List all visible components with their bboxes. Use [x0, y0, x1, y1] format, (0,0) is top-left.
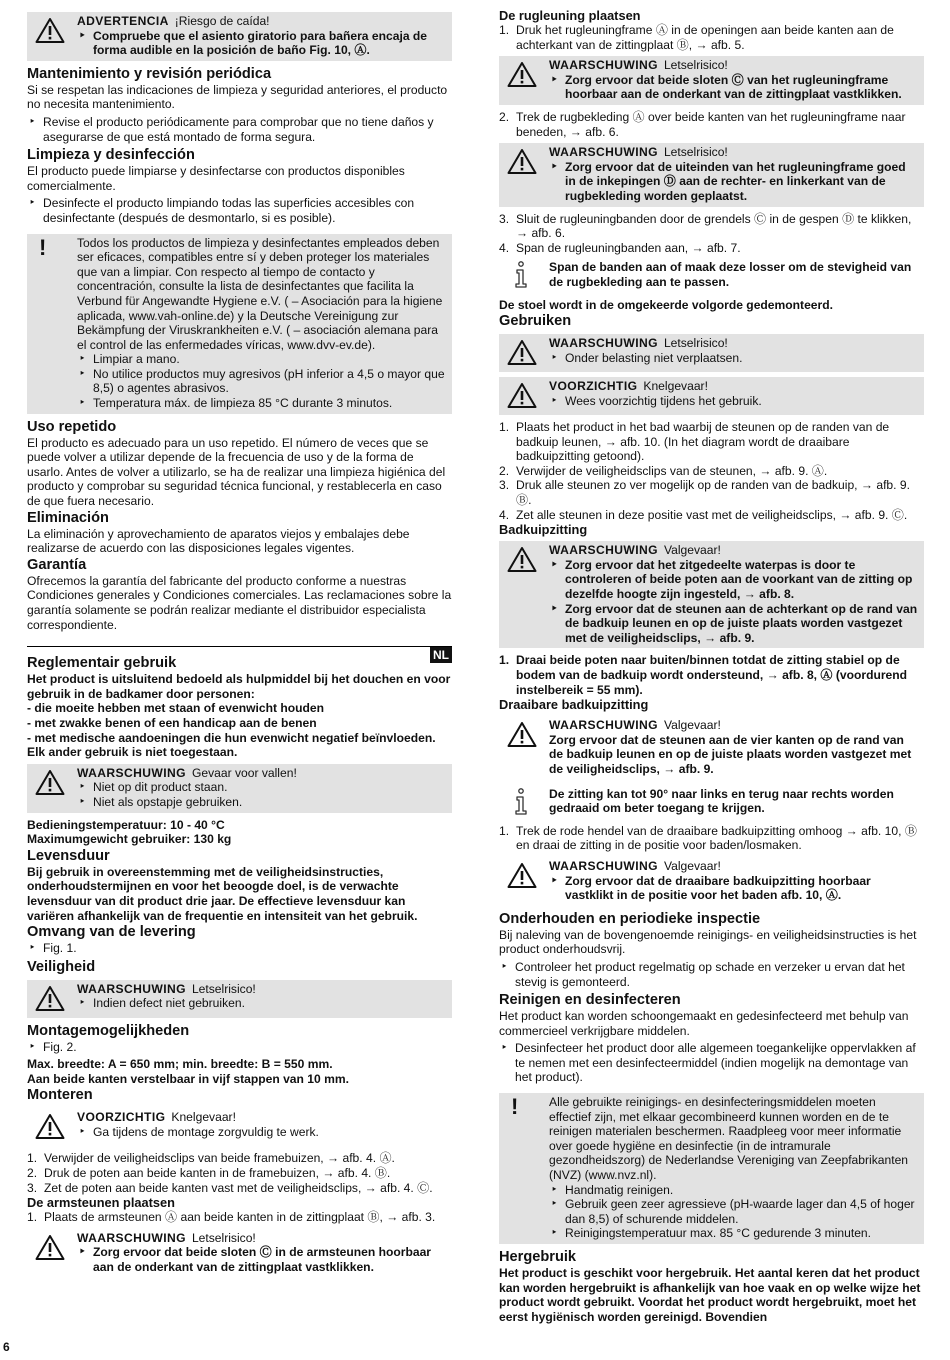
- warning-box-backrest-locks: [499, 56, 924, 105]
- info-icon: [511, 260, 531, 290]
- section-heading: Limpieza y desinfección: [27, 147, 195, 164]
- numbered-step: 1. Trek de rode hendel van de draaibare badkuipzitting omhoog → afb. 10, Ⓑ en draai de zitting in de positie voor baden/losmaken.: [499, 823, 917, 853]
- right-column: [499, 8, 924, 1324]
- bullet-item: ‣ Desinfecteer het product door alle algemeen toegankelijke oppervlakken af te nemen met een desinfecteermiddel (indien mogelijk na demontage van het product).: [499, 1041, 924, 1085]
- bullet-item: ‣ Fig. 2.: [27, 1040, 452, 1055]
- subsection-heading: De armsteunen plaatsen: [27, 1195, 175, 1211]
- paragraph: Bij gebruik in overeenstemming met de veiligheidsinstructies, onderhoudstermijnen en voor het beoogde doel, is de verwachte levensduur van dit product drie jaar. De effectieve levensduur kan variëren afhankelijk van de frequentie en intensiteit van het gebruik.: [27, 864, 418, 923]
- warning-box-fall-nl: [27, 764, 452, 813]
- paragraph: Het product is uitsluitend bedoeld als hulpmiddel bij het douchen en voor gebruik in de badkamer door personen:: [27, 672, 451, 701]
- numbered-step: 3. Druk alle steunen zo ver mogelijk op de randen van de badkuip, → afb. 9. Ⓑ.: [499, 478, 910, 508]
- section-heading: Uso repetido: [27, 418, 117, 435]
- section-heading: Montagemogelijkheden: [27, 1022, 190, 1039]
- numbered-step: 3. Zet de poten aan beide kanten vast met de veiligheidsclips, → afb. 4. Ⓒ.: [27, 1180, 433, 1195]
- section-heading: Veiligheid: [27, 958, 96, 975]
- note-item: ‣ Gebruik geen zeer agressieve (pH-waarde lager dan 4,5 of hoger dan 8,5) of schurende middelen.: [549, 1197, 918, 1226]
- note-item: ‣ Reinigingstemperatuur max. 85 °C gedurende 3 minuten.: [549, 1226, 918, 1241]
- note-box-es: [27, 234, 452, 414]
- list-line: Elk ander gebruik is niet toegestaan.: [27, 745, 238, 760]
- warning-subtitle: Valgevaar!: [663, 543, 721, 558]
- warning-triangle-icon: [507, 61, 537, 88]
- warning-title: WAARSCHUWING: [77, 765, 186, 780]
- warning-subtitle: Gevaar voor vallen!: [191, 765, 297, 780]
- numbered-step: 3. Sluit de rugleuningbanden door de grendels Ⓒ in de gespen Ⓓ te klikken, → afb. 6.: [499, 211, 912, 241]
- warning-title: WAARSCHUWING: [549, 718, 658, 733]
- warning-box-armrest: [27, 1229, 452, 1278]
- caution-subtitle: Knelgevaar!: [643, 379, 708, 394]
- warning-triangle-icon: [507, 546, 537, 573]
- warning-subtitle: Letselrisico!: [663, 58, 728, 73]
- warning-item: ‣ Onder belasting niet verplaatsen.: [549, 351, 918, 366]
- numbered-step: 1. Plaats de armsteunen Ⓐ aan beide kanten in de zittingplaat Ⓑ, → afb. 3.: [27, 1210, 436, 1225]
- warning-subtitle: Valgevaar!: [663, 858, 721, 873]
- warning-triangle-icon: [35, 1113, 65, 1140]
- temperature-line: Bedieningstemperatuur: 10 - 40 °C: [27, 817, 225, 832]
- exclamation-icon: !: [39, 234, 47, 260]
- subsection-heading: Draaibare badkuipzitting: [499, 697, 649, 713]
- warning-triangle-icon: [35, 17, 65, 44]
- warning-item: ‣ Compruebe que el asiento giratorio para bañera encaja de forma audible en la posición de baño Fig. 10, Ⓐ.: [77, 29, 446, 58]
- warning-item: ‣ Zorg ervoor dat het zitgedeelte waterpas is door te controleren of beide poten aan de voorkant van de zitting op dezelfde hoogte zijn ingesteld, → afb. 8.: [549, 558, 918, 602]
- bullet-item: ‣ Desinfecte el producto limpiando todas las superficies accesibles con desinfectante (después de desmontarlo, si es posible).: [27, 196, 452, 225]
- section-heading: Reglementair gebruik: [27, 655, 177, 672]
- caution-item: ‣ Wees voorzichtig tijdens het gebruik.: [549, 394, 918, 409]
- exclamation-icon: !: [511, 1094, 519, 1120]
- numbered-step: 4. Zet alle steunen in deze positie vast met de veiligheidsclips, → afb. 9. Ⓒ.: [499, 507, 908, 522]
- paragraph: Het product kan worden schoongemaakt en gedesinfecteerd met behulp van commercieel verkrijgbare middelen.: [499, 1009, 909, 1038]
- caution-title: VOORZICHTIG: [549, 379, 638, 394]
- warning-triangle-icon: [507, 721, 537, 748]
- warning-triangle-icon: [507, 382, 537, 409]
- warning-item: Zorg ervoor dat de steunen aan de vier kanten op de rand van de badkuip leunen en op de juiste plaats worden vastgezet met de veiligheidsclips, → afb. 9.: [549, 732, 912, 776]
- paragraph: Ofrecemos la garantía del fabricante del producto conforme a nuestras Condiciones generales y Condiciones comerciales. Las reclamaciones sobre la garantía solamente se podrán realizar mediante el distribuidor especialista correspondiente.: [27, 573, 452, 632]
- info-text: Span de banden aan of maak deze losser om de stevigheid van de rugbekleding aan te passen.: [549, 260, 912, 289]
- caution-subtitle: Knelgevaar!: [171, 1110, 236, 1125]
- warning-box-move: [499, 334, 924, 372]
- left-column: [27, 8, 452, 1283]
- paragraph: De stoel wordt in de omgekeerde volgorde gedemonteerd.: [499, 297, 833, 312]
- warning-item: ‣ Zorg ervoor dat de uiteinden van het rugleuningframe goed in de inkepingen Ⓓ aan de rechter- en linkerkant van de rugbekleding worden geplaatst.: [549, 160, 918, 204]
- adjust-line: Aan beide kanten verstelbaar in vijf stappen van 10 mm.: [27, 1071, 349, 1086]
- warning-triangle-icon: [35, 1234, 65, 1261]
- warning-item: ‣ Niet als opstapje gebruiken.: [77, 795, 446, 810]
- language-section-divider: [27, 646, 452, 760]
- warning-title: WAARSCHUWING: [549, 58, 658, 73]
- list-line: - met medische aandoeningen die hun evenwicht negatief beïnvloeden.: [27, 730, 436, 745]
- numbered-step: 2. Verwijder de veiligheidsclips van de steunen, → afb. 9. Ⓐ.: [499, 463, 828, 478]
- paragraph: Bij naleving van de bovengenoemde reinigings- en veiligheidsinstructies is het product onderhoudsvrij.: [499, 927, 917, 957]
- warning-subtitle: Valgevaar!: [663, 718, 721, 733]
- warning-box-seat-level: [499, 541, 924, 648]
- warning-item: ‣ Indien defect niet gebruiken.: [77, 996, 446, 1011]
- section-heading: Mantenimiento y revisión periódica: [27, 65, 272, 82]
- bullet-item: ‣ Revise el producto periódicamente para comprobar que no tiene daños y asegurarse de que está montado de forma segura.: [27, 115, 452, 144]
- warning-subtitle: ¡Riesgo de caída!: [174, 14, 270, 28]
- warning-subtitle: Letselrisico!: [191, 981, 256, 996]
- paragraph: El producto puede limpiarse y desinfectarse con productos disponibles comercialmente.: [27, 164, 405, 193]
- paragraph: La eliminación y aprovechamiento de aparatos viejos y embalajes debe realizarse de acuerdo con las disposiciones legales vigentes.: [27, 526, 410, 556]
- warning-item: ‣ Zorg ervoor dat de draaibare badkuipzitting hoorbaar vastklikt in de positie voor het baden afb. 10, Ⓐ.: [549, 874, 918, 903]
- section-heading: Gebruiken: [499, 313, 572, 330]
- warning-box-backrest-ends: [499, 143, 924, 206]
- info-icon: [511, 787, 531, 817]
- warning-triangle-icon: [35, 985, 65, 1012]
- numbered-step: 2. Druk de poten aan beide kanten in de framebuizen, → afb. 4. Ⓑ.: [27, 1166, 391, 1181]
- warning-item: ‣ Zorg ervoor dat de steunen aan de achterkant op de rand van de badkuip leunen en op de juiste plaats worden vastgezet met de veiligheidsclips, → afb. 9.: [549, 602, 918, 646]
- warning-triangle-icon: [507, 148, 537, 175]
- bullet-item: ‣ Controleer het product regelmatig op schade en verzeker u ervan dat het stevig is gemonteerd.: [499, 960, 924, 989]
- page-number: 6: [3, 1340, 10, 1354]
- note-item: ‣ Handmatig reinigen.: [549, 1183, 918, 1198]
- note-box-nl: [499, 1093, 924, 1244]
- section-heading: Levensduur: [27, 847, 110, 864]
- warning-title: WAARSCHUWING: [549, 336, 658, 351]
- list-line: - met zwakke benen of een handicap aan de benen: [27, 715, 317, 730]
- width-line: Max. breedte: A = 650 mm; min. breedte: B = 550 mm.: [27, 1057, 333, 1072]
- language-tag: NL: [430, 647, 452, 663]
- warning-subtitle: Letselrisico!: [663, 336, 728, 351]
- warning-triangle-icon: [35, 769, 65, 796]
- caution-title: VOORZICHTIG: [77, 1110, 166, 1125]
- subsection-heading: Badkuipzitting: [499, 522, 588, 538]
- caution-item: ‣ Ga tijdens de montage zorgvuldig te werk.: [77, 1125, 446, 1140]
- warning-box-click: [499, 857, 924, 906]
- warning-box-fall-es: [27, 12, 452, 61]
- warning-item: ‣ Zorg ervoor dat beide sloten Ⓒ in de armsteunen hoorbaar aan de onderkant van de zittingplaat vastklikken.: [77, 1245, 446, 1274]
- note-item: ‣ Limpiar a mano.: [77, 352, 446, 367]
- note-text: Alle gebruikte reinigings- en desinfecteringsmiddelen moeten effectief zijn, met elkaar gecombineerd kunnen worden en de te reinigen materialen beschermen. Raadpleeg voor meer informatie over goede hygiëne en desinfectie (in de intramurale gezondheidszorg) de Nederlandse Vereniging van Zeepfabrikanten (NVZ) (www.nvz.nl).: [549, 1095, 909, 1183]
- warning-triangle-icon: [507, 862, 537, 889]
- warning-box-rotating: [499, 716, 924, 779]
- note-item: ‣ No utilice productos muy agresivos (pH inferior a 4,5 o mayor que 8,5) o agentes abrasivos.: [77, 367, 446, 396]
- numbered-step: 2. Trek de rugbekleding Ⓐ over beide kanten van het rugleuningframe naar beneden, → afb. 6.: [499, 109, 906, 139]
- info-text: De zitting kan tot 90° naar links en terug naar rechts worden gedraaid om beter toegang te krijgen.: [549, 786, 894, 816]
- subsection-heading: De rugleuning plaatsen: [499, 8, 641, 23]
- warning-title: WAARSCHUWING: [549, 145, 658, 160]
- warning-title: WAARSCHUWING: [77, 981, 186, 996]
- numbered-step: 1. Draai beide poten naar buiten/binnen totdat de zitting stabiel op de bodem van de badkuip wordt ondersteund, → afb. 8, Ⓐ (voordurend instelbereik = 55 mm).: [499, 653, 908, 697]
- note-text: Todos los productos de limpieza y desinfectantes empleados deben ser eficaces, compatibles entre sí y deben proteger los materiales que van a limpiar. Con respecto al tiempo de contacto y concentración, consulte la lista de desinfectantes que facilita la Verbund für Angewandte Hygiene e.V. ( – Asociación para la higiene aplicada, www.vah-online.de) y la Deutsche Vereinigung zur Bekämpfung der Viruskrankheiten e.V. ( – asociación alemana para el control de las enfermedades víricas, www.dvv-ev.de).: [77, 235, 443, 352]
- numbered-step: 1. Plaats het product in het bad waarbij de steunen op de randen van de badkuip leunen, → afb. 10. (In het diagram wordt de draaibare badkuipzitting getoond).: [499, 420, 890, 464]
- weight-line: Maximumgewicht gebruiker: 130 kg: [27, 832, 232, 847]
- paragraph: El producto es adecuado para un uso repetido. El número de veces que se puede volver a utilizar depende de la frecuencia de uso y de la forma de usarlo. Antes de volver a utilizarlo, se ha de realizar una limpieza higiénica del producto y comprobar su seguridad técnica funcional, y restablecerla en caso de que fuera necesario.: [27, 435, 446, 509]
- warning-title: WAARSCHUWING: [77, 1230, 186, 1245]
- numbered-step: 1. Verwijder de veiligheidsclips van beide framebuizen, → afb. 4. Ⓐ.: [27, 1151, 395, 1166]
- paragraph: Het product is geschikt voor hergebruik. Het aantal keren dat het product kan worden hergebruikt is afhankelijk van hoe vaak en op welke wijze het product wordt gebruikt. Voordat het product wordt hergebruikt, moet het eerst hygiënisch worden gereinigd. Bovendien: [499, 1266, 921, 1324]
- note-item: ‣ Temperatura máx. de limpieza 85 °C durante 3 minutos.: [77, 396, 446, 411]
- section-heading: Hergebruik: [499, 1249, 577, 1265]
- section-heading: Omvang van de levering: [27, 924, 196, 941]
- warning-item: ‣ Niet op dit product staan.: [77, 780, 446, 795]
- section-heading: Garantía: [27, 556, 87, 573]
- info-box-straps: [499, 258, 924, 292]
- caution-box-use: [499, 377, 924, 415]
- bullet-item: ‣ Fig. 1.: [27, 941, 452, 956]
- paragraph: Si se respetan las indicaciones de limpieza y seguridad anteriores, el producto no necesita mantenimiento.: [27, 82, 448, 112]
- section-heading: Onderhouden en periodieke inspectie: [499, 910, 761, 927]
- section-heading: Eliminación: [27, 509, 109, 526]
- caution-box-pinch: [27, 1108, 452, 1146]
- warning-subtitle: Letselrisico!: [663, 145, 728, 160]
- warning-title: WAARSCHUWING: [549, 858, 658, 873]
- warning-box-injury-nl: [27, 980, 452, 1018]
- warning-title: WAARSCHUWING: [549, 543, 658, 558]
- info-box-rotation: [499, 785, 924, 819]
- list-line: - die moeite hebben met staan of evenwicht houden: [27, 701, 325, 716]
- numbered-step: 1. Druk het rugleuningframe Ⓐ in de openingen aan beide kanten aan de achterkant van de zittingplaat Ⓑ, → afb. 5.: [499, 23, 894, 52]
- section-heading: Monteren: [27, 1087, 93, 1104]
- section-heading: Reinigen en desinfecteren: [499, 992, 681, 1009]
- warning-item: ‣ Zorg ervoor dat beide sloten Ⓒ van het rugleuningframe hoorbaar aan de onderkant van de zittingplaat vastklikken.: [549, 73, 918, 102]
- numbered-step: 4. Span de rugleuningbanden aan, → afb. 7.: [499, 240, 741, 255]
- warning-title: ADVERTENCIA: [77, 14, 169, 28]
- warning-triangle-icon: [507, 339, 537, 366]
- warning-subtitle: Letselrisico!: [191, 1230, 256, 1245]
